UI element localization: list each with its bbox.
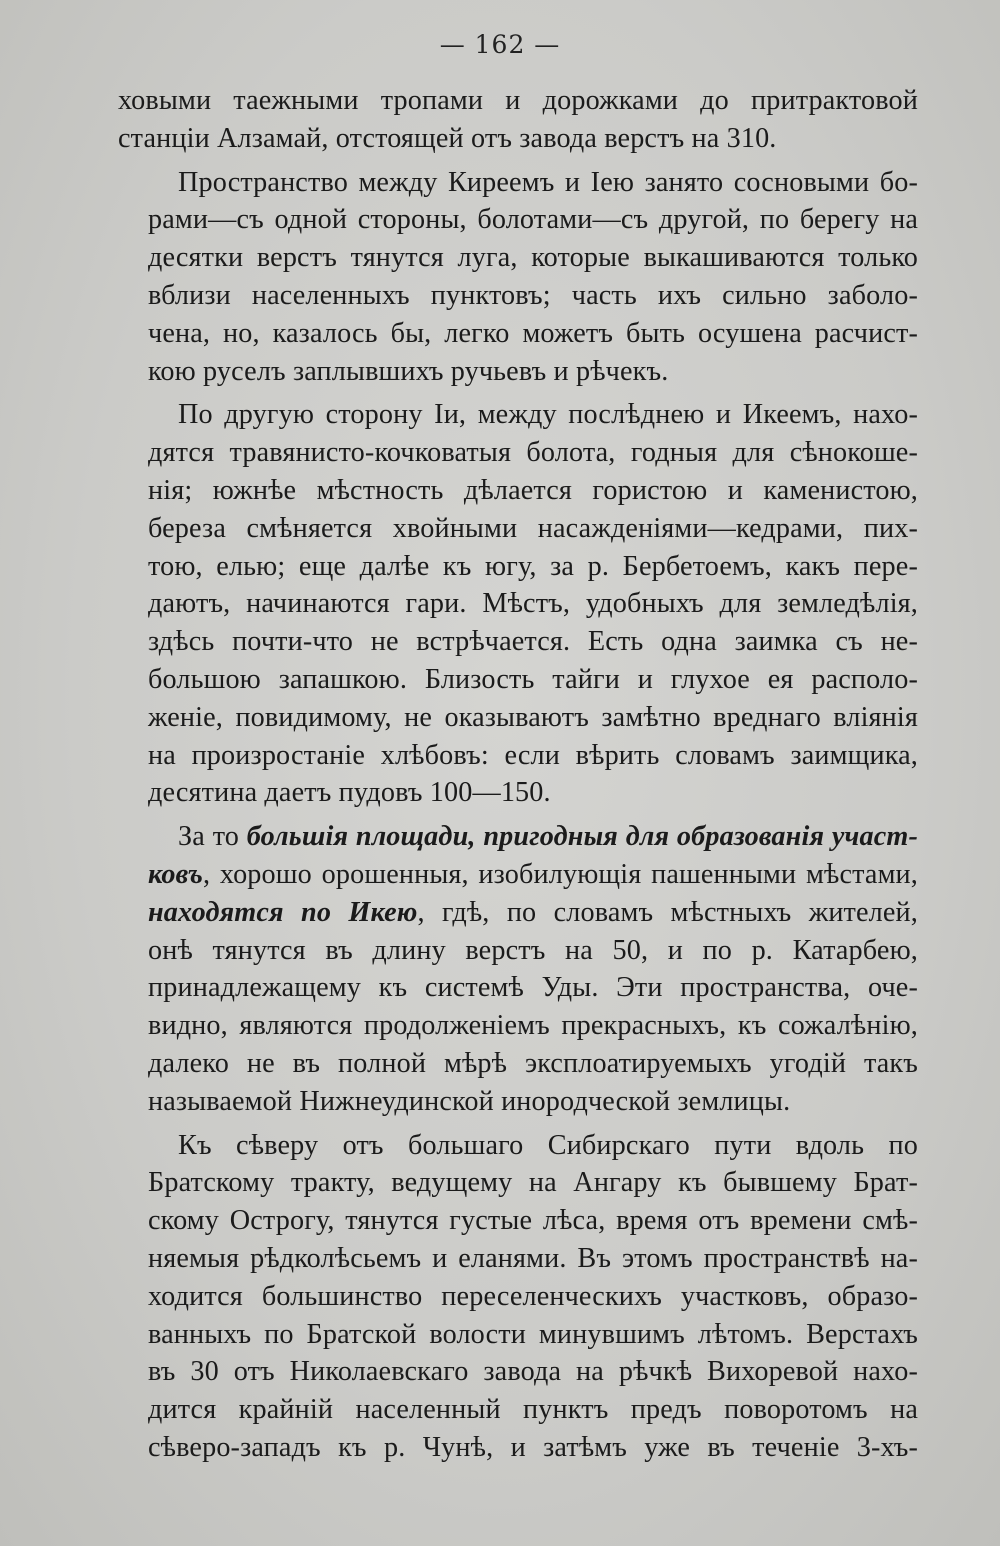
page-body-text <box>118 82 918 1473</box>
text-line: называемой Нижнеудинской инородческой землицы. <box>148 1085 791 1117</box>
emphasis-text: ковъ <box>148 858 203 890</box>
text-line: въ 30 отъ Николаевскаго завода на рѣчкѣ Вихоревой нахо- <box>148 1356 918 1388</box>
text-line-with-emphasis: За то большія площади, пригодныя для образованія участ- <box>178 821 919 853</box>
text-line: береза смѣняется хвойными насажденіями—кедрами, пих- <box>148 512 918 544</box>
emphasis-text: находятся по Икею <box>148 896 418 928</box>
paragraph <box>118 164 918 391</box>
paragraph <box>118 396 918 812</box>
paragraph <box>118 1127 918 1467</box>
text-line: нія; южнѣе мѣстность дѣлается гористою и каменистою, <box>148 474 918 506</box>
text-line: здѣсь почти-что не встрѣчается. Есть одна заимка съ не- <box>148 626 918 658</box>
text-line: няемыя рѣдколѣсьемъ и еланями. Въ этомъ пространствѣ на- <box>148 1242 918 1274</box>
text-line: большою запашкою. Близость тайги и глухое ея располо- <box>148 663 918 695</box>
text-line: ховыми таежными тропами и дорожками до притрактовой <box>118 85 918 116</box>
text-line: онѣ тянутся въ длину верстъ на 50, и по р. Катарбею, <box>148 934 918 966</box>
emphasis-text: большія площади, пригодныя для образованія участ- <box>246 821 919 853</box>
text-line: ходится большинство переселенческихъ участковъ, образо- <box>148 1280 918 1312</box>
text-line-with-emphasis: ковъ, хорошо орошенныя, изобилующія пашенными мѣстами, <box>148 858 918 890</box>
text-line: станціи Алзамай, отстоящей отъ завода верстъ на 310. <box>118 122 777 154</box>
text-line: десятки верстъ тянутся луга, которые выкашиваются только <box>148 242 918 274</box>
text-line: чена, но, казалось бы, легко можетъ быть осушена расчист- <box>148 317 918 349</box>
paragraph <box>118 818 918 1120</box>
text-line: видно, являются продолженіемъ прекрасныхъ, къ сожалѣнію, <box>148 1010 918 1042</box>
text-line: Къ сѣверу отъ большаго Сибирскаго пути вдоль по <box>178 1129 918 1161</box>
page-number: — 162 — <box>439 30 561 59</box>
text-line: Братскому тракту, ведущему на Ангару къ бывшему Брат- <box>148 1167 918 1199</box>
text-line: далеко не въ полной мѣрѣ эксплоатируемыхъ угодій такъ <box>148 1047 918 1079</box>
text-line: даютъ, начинаются гари. Мѣстъ, удобныхъ для земледѣлія, <box>148 588 918 620</box>
text-line: кою руселъ заплывшихъ ручьевъ и рѣчекъ. <box>148 355 669 387</box>
paragraph <box>118 82 918 158</box>
text-line: Пространство между Киреемъ и Іею занято сосновыми бо- <box>178 166 918 198</box>
text-line: вблизи населенныхъ пунктовъ; часть ихъ сильно заболо- <box>148 279 918 311</box>
text-line: По другую сторону Іи, между послѣднею и Икеемъ, нахо- <box>178 399 918 431</box>
text-line: скому Острогу, тянутся густые лѣса, время отъ времени смѣ- <box>148 1205 918 1237</box>
text-line: рами—съ одной стороны, болотами—съ другой, по берегу на <box>148 204 918 236</box>
bleed-through-marginalia <box>4 92 104 108</box>
text-line: дятся травянисто-кочковатыя болота, годныя для сѣнокоше- <box>148 437 918 469</box>
text-line: сѣверо-западъ къ р. Чунѣ, и затѣмъ уже въ теченіе 3-хъ- <box>148 1431 918 1463</box>
text-line: дится крайній населенный пунктъ предъ поворотомъ на <box>148 1394 918 1426</box>
text-line: принадлежащему къ системѣ Уды. Эти пространства, оче- <box>148 972 918 1004</box>
text-line: женіе, повидимому, не оказываютъ замѣтно вреднаго вліянія <box>148 701 918 733</box>
text-line: тою, елью; еще далѣе къ югу, за р. Бербетоемъ, какъ пере- <box>148 550 918 582</box>
text-line-with-emphasis: находятся по Икею, гдѣ, по словамъ мѣстныхъ жителей, <box>148 896 918 928</box>
text-line: на произростаніе хлѣбовъ: если вѣрить словамъ заимщика, <box>148 739 918 771</box>
text-line: десятина даетъ пудовъ 100—150. <box>148 777 551 809</box>
text-line: ванныхъ по Братской волости минувшимъ лѣтомъ. Верстахъ <box>148 1318 918 1350</box>
